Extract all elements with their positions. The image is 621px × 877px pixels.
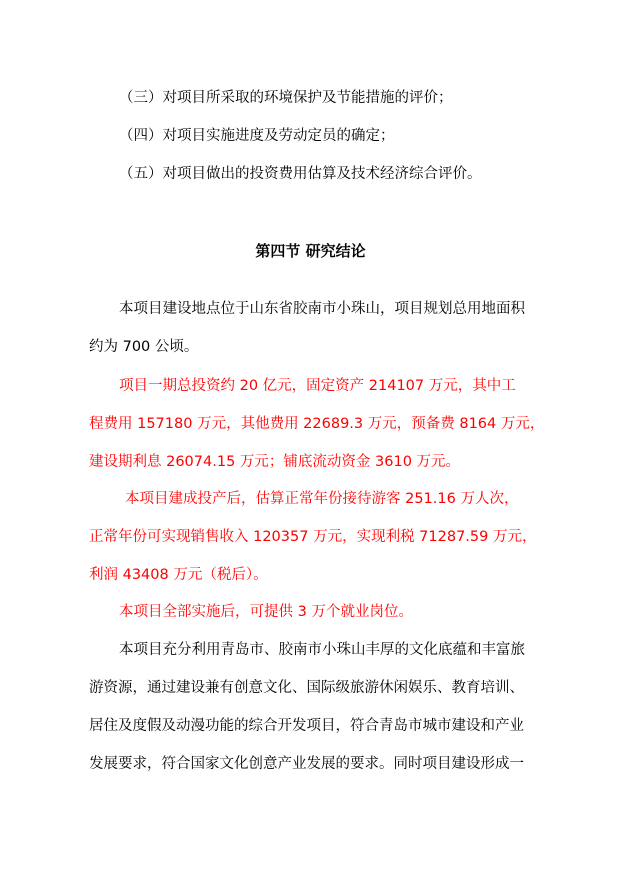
paragraph-jobs: 本项目全部实施后，可提供 3 万个就业岗位。 [119, 604, 413, 620]
paragraph-resources-line-3: 居住及度假及动漫功能的综合开发项目，符合青岛市城市建设和产业 [89, 718, 524, 734]
paragraph-revenue-line-3: 利润 43408 万元（税后）。 [89, 567, 268, 583]
paragraph-location-line-1: 本项目建设地点位于山东省胶南市小珠山，项目规划总用地面积 [119, 301, 525, 317]
paragraph-investment-line-2: 程费用 157180 万元，其他费用 22689.3 万元，预备费 8164 万元， [89, 416, 545, 432]
paragraph-revenue-line-1: 本项目建成投产后，估算正常年份接待游客 251.16 万人次， [125, 491, 519, 507]
paragraph-investment-line-3: 建设期利息 26074.15 万元；铺底流动资金 3610 万元。 [89, 454, 461, 470]
list-item-4: （四）对项目实施进度及劳动定员的确定； [119, 128, 395, 144]
list-item-3: （三）对项目所采取的环境保护及节能措施的评价； [119, 90, 453, 106]
paragraph-revenue-line-2: 正常年份可实现销售收入 120357 万元，实现利税 71287.59 万元， [89, 529, 537, 545]
paragraph-resources-line-2: 游资源，通过建设兼有创意文化、国际级旅游休闲娱乐、教育培训、 [89, 680, 524, 696]
section-heading: 第四节 研究结论 [255, 242, 366, 260]
paragraph-resources-line-4: 发展要求，符合国家文化创意产业发展的要求。同时项目建设形成一 [89, 756, 524, 772]
paragraph-investment-line-1: 项目一期总投资约 20 亿元，固定资产 214107 万元，其中工 [119, 378, 516, 394]
paragraph-location-line-2: 约为 700 公顷。 [89, 339, 199, 355]
paragraph-resources-line-1: 本项目充分利用青岛市、胶南市小珠山丰厚的文化底蕴和丰富旅 [119, 642, 525, 658]
list-item-5: （五）对项目做出的投资费用估算及技术经济综合评价。 [119, 166, 482, 182]
